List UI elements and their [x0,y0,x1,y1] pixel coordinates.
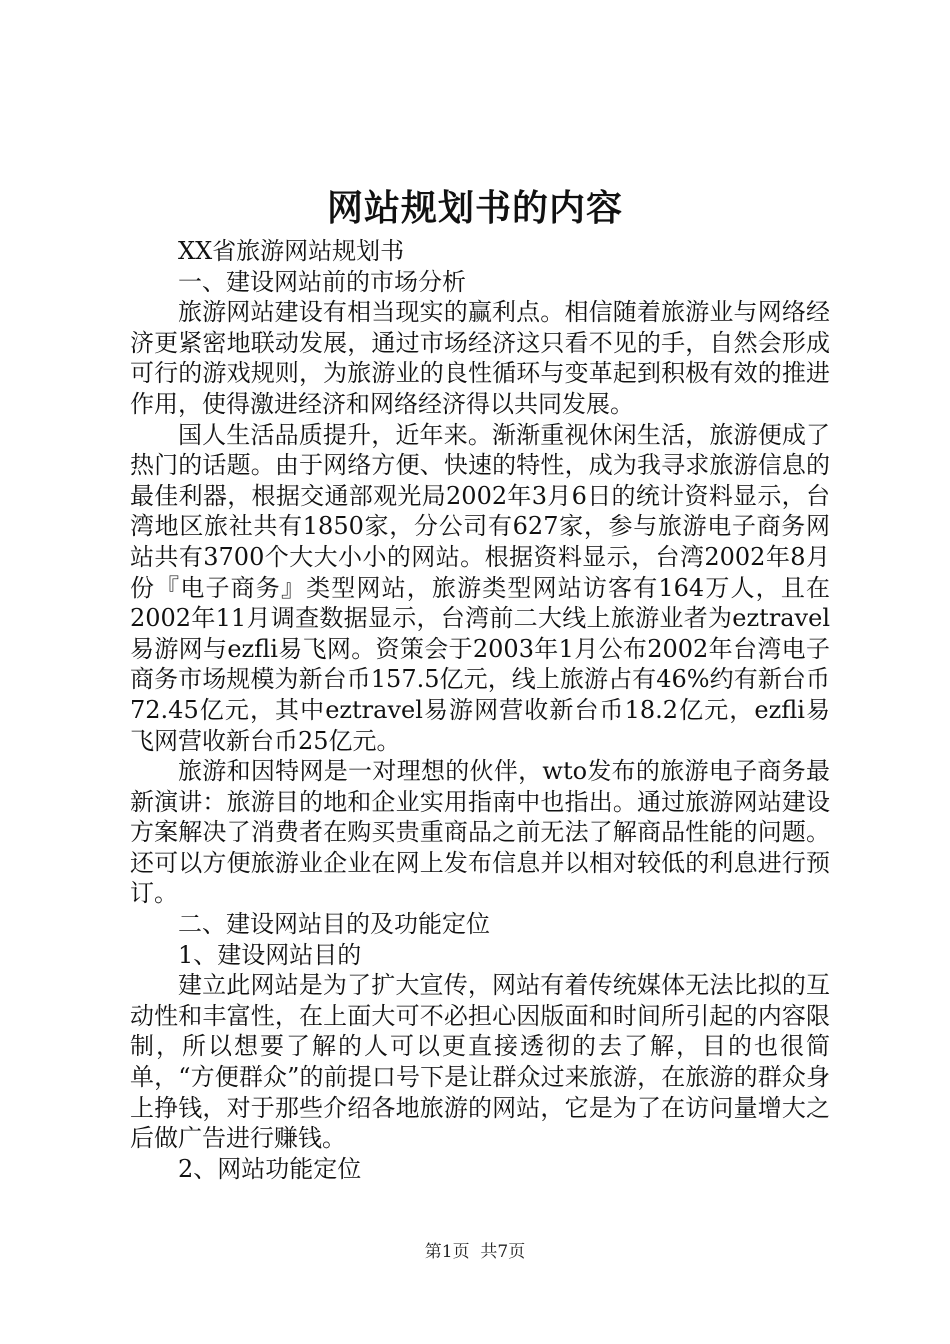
document-title: 网站规划书的内容 [326,187,623,229]
paragraph: 旅游和因特网是一对理想的伙伴，wto发布的旅游电子商务最新演讲：旅游目的地和企业实用指南中也指出。通过旅游网站建设方案解决了消费者在购买贵重商品之前无法了解商品性能的问题。还可以方便旅游业企业在网上发布信息并以相对较低的利息进行预订。 [130,757,830,908]
paragraph-subtitle: XX省旅游网站规划书 [178,237,405,265]
page-number: 第1页 [424,1242,470,1262]
page-footer [0,1240,950,1264]
document-body [130,236,830,1184]
page-total: 共7页 [480,1242,526,1262]
heading-market-analysis: 一、建设网站前的市场分析 [178,267,466,296]
heading-function-positioning: 2、网站功能定位 [178,1154,362,1183]
paragraph: 建立此网站是为了扩大宣传，网站有着传统媒体无法比拟的互动性和丰富性，在上面大可不必担心因版面和时间所引起的内容限制，所以想要了解的人可以更直接透彻的去了解，目的也很简单，“方便群众”的前提口号下是让群众过来旅游，在旅游的群众身上挣钱，对于那些介绍各地旅游的网站，它是为了在访问量增大之后做广告进行赚钱。 [130,971,830,1153]
paragraph: 国人生活品质提升，近年来。渐渐重视休闲生活，旅游便成了热门的话题。由于网络方便、快速的特性，成为我寻求旅游信息的最佳利器，根据交通部观光局2002年3月6日的统计资料显示，台湾地区旅社共有1850家，分公司有627家，参与旅游电子商务网站共有3700个大大小小的网站。根据资料显示，台湾2002年8月份『电子商务』类型网站，旅游类型网站访客有164万人，且在2002年11月调查数据显示，台湾前二大线上旅游业者为eztravel易游网与ezfli易飞网。资策会于2003年1月公布2002年台湾电子商务市场规模为新台币157.5亿元，线上旅游占有46%约有新台币72.45亿元，其中eztravel易游网营收新台币18.2亿元，ezfli易飞网营收新台币25亿元。 [130,420,830,755]
paragraph: 旅游网站建设有相当现实的赢利点。相信随着旅游业与网络经济更紧密地联动发展，通过市场经济这只看不见的手，自然会形成可行的游戏规则，为旅游业的良性循环与变革起到积极有效的推进作用，使得激进经济和网络经济得以共同发展。 [130,298,830,418]
heading-website-purpose: 1、建设网站目的 [178,940,362,969]
heading-purpose-and-positioning: 二、建设网站目的及功能定位 [178,910,490,939]
